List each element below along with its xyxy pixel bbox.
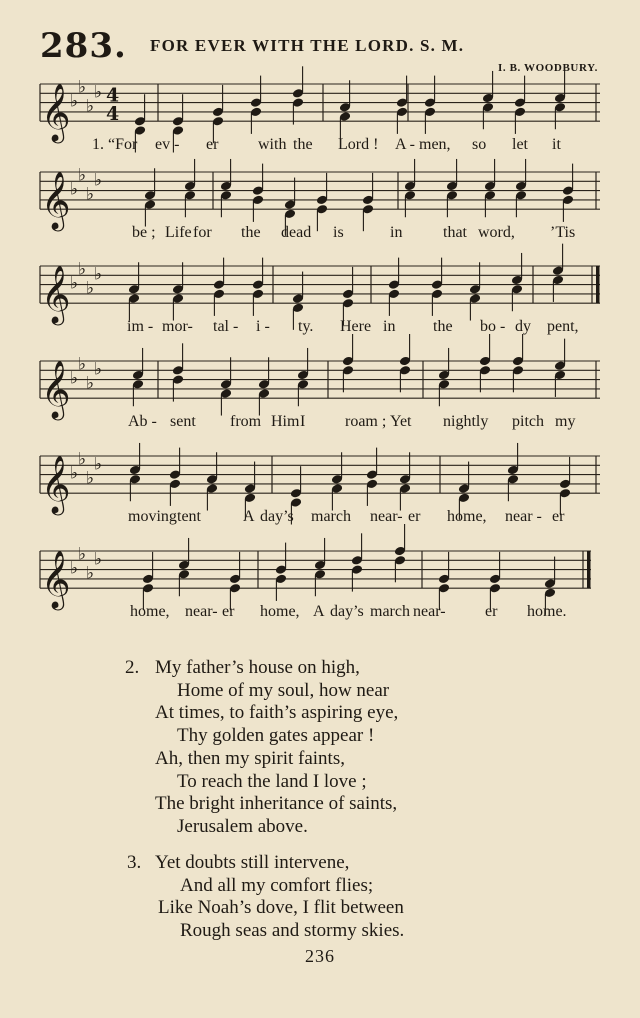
lyric-syllable: the <box>241 224 261 241</box>
lyric-syllable: near- <box>413 603 446 620</box>
lyric-syllable: er <box>408 508 421 525</box>
note <box>172 262 184 320</box>
note <box>220 159 232 217</box>
flat-icon: ♭ <box>78 165 87 186</box>
verse-line: Jerusalem above. <box>177 815 308 837</box>
lyric-syllable: Life <box>165 224 192 241</box>
lyric-syllable: so <box>472 136 487 153</box>
lyric-syllable: er <box>222 603 235 620</box>
lyric-syllable: in <box>390 224 403 241</box>
flat-icon: ♭ <box>70 558 79 579</box>
lyric-syllable: I <box>300 413 306 430</box>
note <box>342 334 354 392</box>
verse-line: Ah, then my spirit faints, <box>155 747 345 769</box>
hymn-number: 283. <box>40 26 127 66</box>
note <box>206 452 218 510</box>
lyric-syllable: Ab - <box>128 413 157 430</box>
lyric-syllable: Here <box>340 318 372 335</box>
flat-icon: ♭ <box>78 77 87 98</box>
lyric-syllable: march <box>311 508 351 525</box>
final-barline <box>596 266 600 303</box>
lyric-syllable: er <box>552 508 565 525</box>
lyric-syllable: dy <box>515 318 531 335</box>
note <box>438 348 450 406</box>
staff-system <box>0 158 640 228</box>
note <box>515 159 527 217</box>
lyric-syllable: Lord ! <box>338 136 379 153</box>
staff-system <box>0 442 640 512</box>
final-barline <box>587 551 591 588</box>
flat-icon: ♭ <box>86 184 95 205</box>
note <box>339 80 351 138</box>
note <box>399 334 411 392</box>
lyric-syllable: er <box>485 603 498 620</box>
flat-icon: ♭ <box>94 264 103 285</box>
note <box>554 71 566 129</box>
lyric-syllable: er <box>206 136 219 153</box>
lyric-syllable: for <box>193 224 212 241</box>
note <box>511 253 523 311</box>
lyric-line <box>0 508 640 528</box>
time-signature-top: 4 <box>106 84 120 107</box>
lyric-syllable: moving <box>128 508 177 525</box>
flat-icon: ♭ <box>86 468 95 489</box>
lyric-syllable: ev - <box>155 136 180 153</box>
lyric-syllable: roam ; <box>345 413 387 430</box>
flat-icon: ♭ <box>70 91 79 112</box>
note <box>297 348 309 406</box>
flat-icon: ♭ <box>94 549 103 570</box>
flat-icon: ♭ <box>86 96 95 117</box>
flat-icon: ♭ <box>70 463 79 484</box>
note <box>552 244 564 302</box>
note <box>292 66 304 124</box>
flat-icon: ♭ <box>86 563 95 584</box>
lyric-syllable: ty. <box>298 318 314 335</box>
verse-line: Thy golden gates appear ! <box>177 725 375 747</box>
note <box>484 159 496 217</box>
lyric-syllable: my <box>555 413 576 430</box>
note <box>469 262 481 320</box>
lyric-syllable: home, <box>260 603 300 620</box>
note <box>132 348 144 406</box>
note <box>446 159 458 217</box>
verse-line: The bright inheritance of saints, <box>155 793 398 815</box>
verse-line: Rough seas and stormy skies. <box>180 920 405 942</box>
lyric-syllable: day’s <box>260 508 294 525</box>
time-signature-bottom: 4 <box>106 103 120 126</box>
treble-clef-icon: 𝄞 <box>41 171 71 230</box>
note <box>404 159 416 217</box>
lyric-line <box>0 224 640 244</box>
note <box>172 343 184 401</box>
staff-system <box>0 70 640 140</box>
lyric-syllable: that <box>443 224 467 241</box>
note <box>144 168 156 226</box>
verse-line: My father’s house on high, <box>155 657 360 678</box>
lyric-syllable: march <box>370 603 410 620</box>
lyric-line <box>0 413 640 433</box>
treble-clef-icon: 𝄞 <box>41 265 71 324</box>
lyric-syllable: Him <box>271 413 300 430</box>
note <box>258 357 270 415</box>
verse-line: To reach the land I love ; <box>177 770 367 792</box>
staff-system <box>0 347 640 417</box>
flat-icon: ♭ <box>70 179 79 200</box>
note <box>314 538 326 596</box>
lyric-syllable: in <box>383 318 396 335</box>
treble-clef-icon: 𝄞 <box>41 360 71 419</box>
hymn-title: FOR EVER WITH THE LORD. S. M. <box>150 36 465 55</box>
lyric-syllable: from <box>230 413 262 430</box>
flat-icon: ♭ <box>78 354 87 375</box>
treble-clef-icon: 𝄞 <box>41 455 71 514</box>
lyric-syllable: the <box>293 136 313 153</box>
lyric-syllable: home, <box>447 508 487 525</box>
lyric-syllable: with <box>258 136 287 153</box>
flat-icon: ♭ <box>86 278 95 299</box>
lyric-syllable: near - <box>505 508 542 525</box>
lyric-syllable: A - men, <box>395 136 451 153</box>
flat-icon: ♭ <box>86 373 95 394</box>
lyric-syllable: is <box>333 224 344 241</box>
flat-icon: ♭ <box>94 82 103 103</box>
note <box>129 443 141 501</box>
lyric-syllable: ’Tis <box>550 224 576 241</box>
lyric-syllable: nightly <box>443 413 489 430</box>
flat-icon: ♭ <box>94 359 103 380</box>
treble-clef-icon: 𝄞 <box>41 550 71 609</box>
flat-icon: ♭ <box>78 544 87 565</box>
flat-icon: ♭ <box>94 170 103 191</box>
note <box>512 334 524 392</box>
flat-icon: ♭ <box>94 454 103 475</box>
lyric-syllable: mor- <box>162 318 193 335</box>
lyric-syllable: the <box>433 318 453 335</box>
staff-system <box>0 537 640 607</box>
verse-line: Yet doubts still intervene, <box>155 852 350 873</box>
note <box>184 159 196 217</box>
lyric-syllable: im - <box>127 318 154 335</box>
verse-number: 3. <box>127 852 142 873</box>
page-number: 236 <box>305 946 335 966</box>
verse-line: Home of my soul, how near <box>177 679 390 701</box>
flat-icon: ♭ <box>78 259 87 280</box>
lyric-syllable: tent <box>177 508 201 525</box>
lyric-syllable: home, <box>130 603 170 620</box>
flat-icon: ♭ <box>70 368 79 389</box>
lyric-syllable: A <box>243 508 255 525</box>
flat-icon: ♭ <box>78 449 87 470</box>
lyric-syllable: sent <box>170 413 196 430</box>
lyric-syllable: day’s <box>330 603 364 620</box>
note <box>482 71 494 129</box>
lyric-syllable: near- <box>370 508 403 525</box>
note <box>351 533 363 591</box>
note <box>479 334 491 392</box>
verse-number: 2. <box>125 657 140 678</box>
lyric-syllable: A <box>313 603 325 620</box>
note <box>554 339 566 397</box>
lyric-syllable: dead <box>281 224 312 241</box>
lyric-line <box>0 136 640 156</box>
lyric-syllable: home. <box>527 603 567 620</box>
verse-line: At times, to faith’s aspiring eye, <box>155 702 399 724</box>
lyric-syllable: pitch <box>512 413 544 430</box>
lyric-syllable: Yet <box>390 413 412 430</box>
note <box>331 452 343 510</box>
staff-system <box>0 252 640 322</box>
note <box>394 524 406 582</box>
lyric-syllable: i - <box>256 318 270 335</box>
lyric-syllable: near- <box>185 603 218 620</box>
lyric-syllable: bo - <box>480 318 506 335</box>
lyric-syllable: let <box>512 136 528 153</box>
lyric-line <box>0 603 640 623</box>
note <box>128 262 140 320</box>
note <box>507 443 519 501</box>
note <box>220 357 232 415</box>
lyric-syllable: word, <box>478 224 515 241</box>
flat-icon: ♭ <box>70 273 79 294</box>
lyric-syllable: tal - <box>213 318 239 335</box>
verse-line: Like Noah’s dove, I flit between <box>158 897 404 919</box>
lyric-syllable: 1. “For <box>92 136 138 153</box>
lyric-syllable: it <box>552 136 561 153</box>
lyric-syllable: be ; <box>132 224 156 241</box>
verse-line: And all my comfort flies; <box>180 874 374 896</box>
lyric-line <box>0 318 640 338</box>
lyric-syllable: pent, <box>547 318 579 335</box>
composer-credit: I. B. WOODBURY. <box>498 62 598 74</box>
treble-clef-icon: 𝄞 <box>41 83 71 142</box>
note <box>178 538 190 596</box>
note <box>399 452 411 510</box>
